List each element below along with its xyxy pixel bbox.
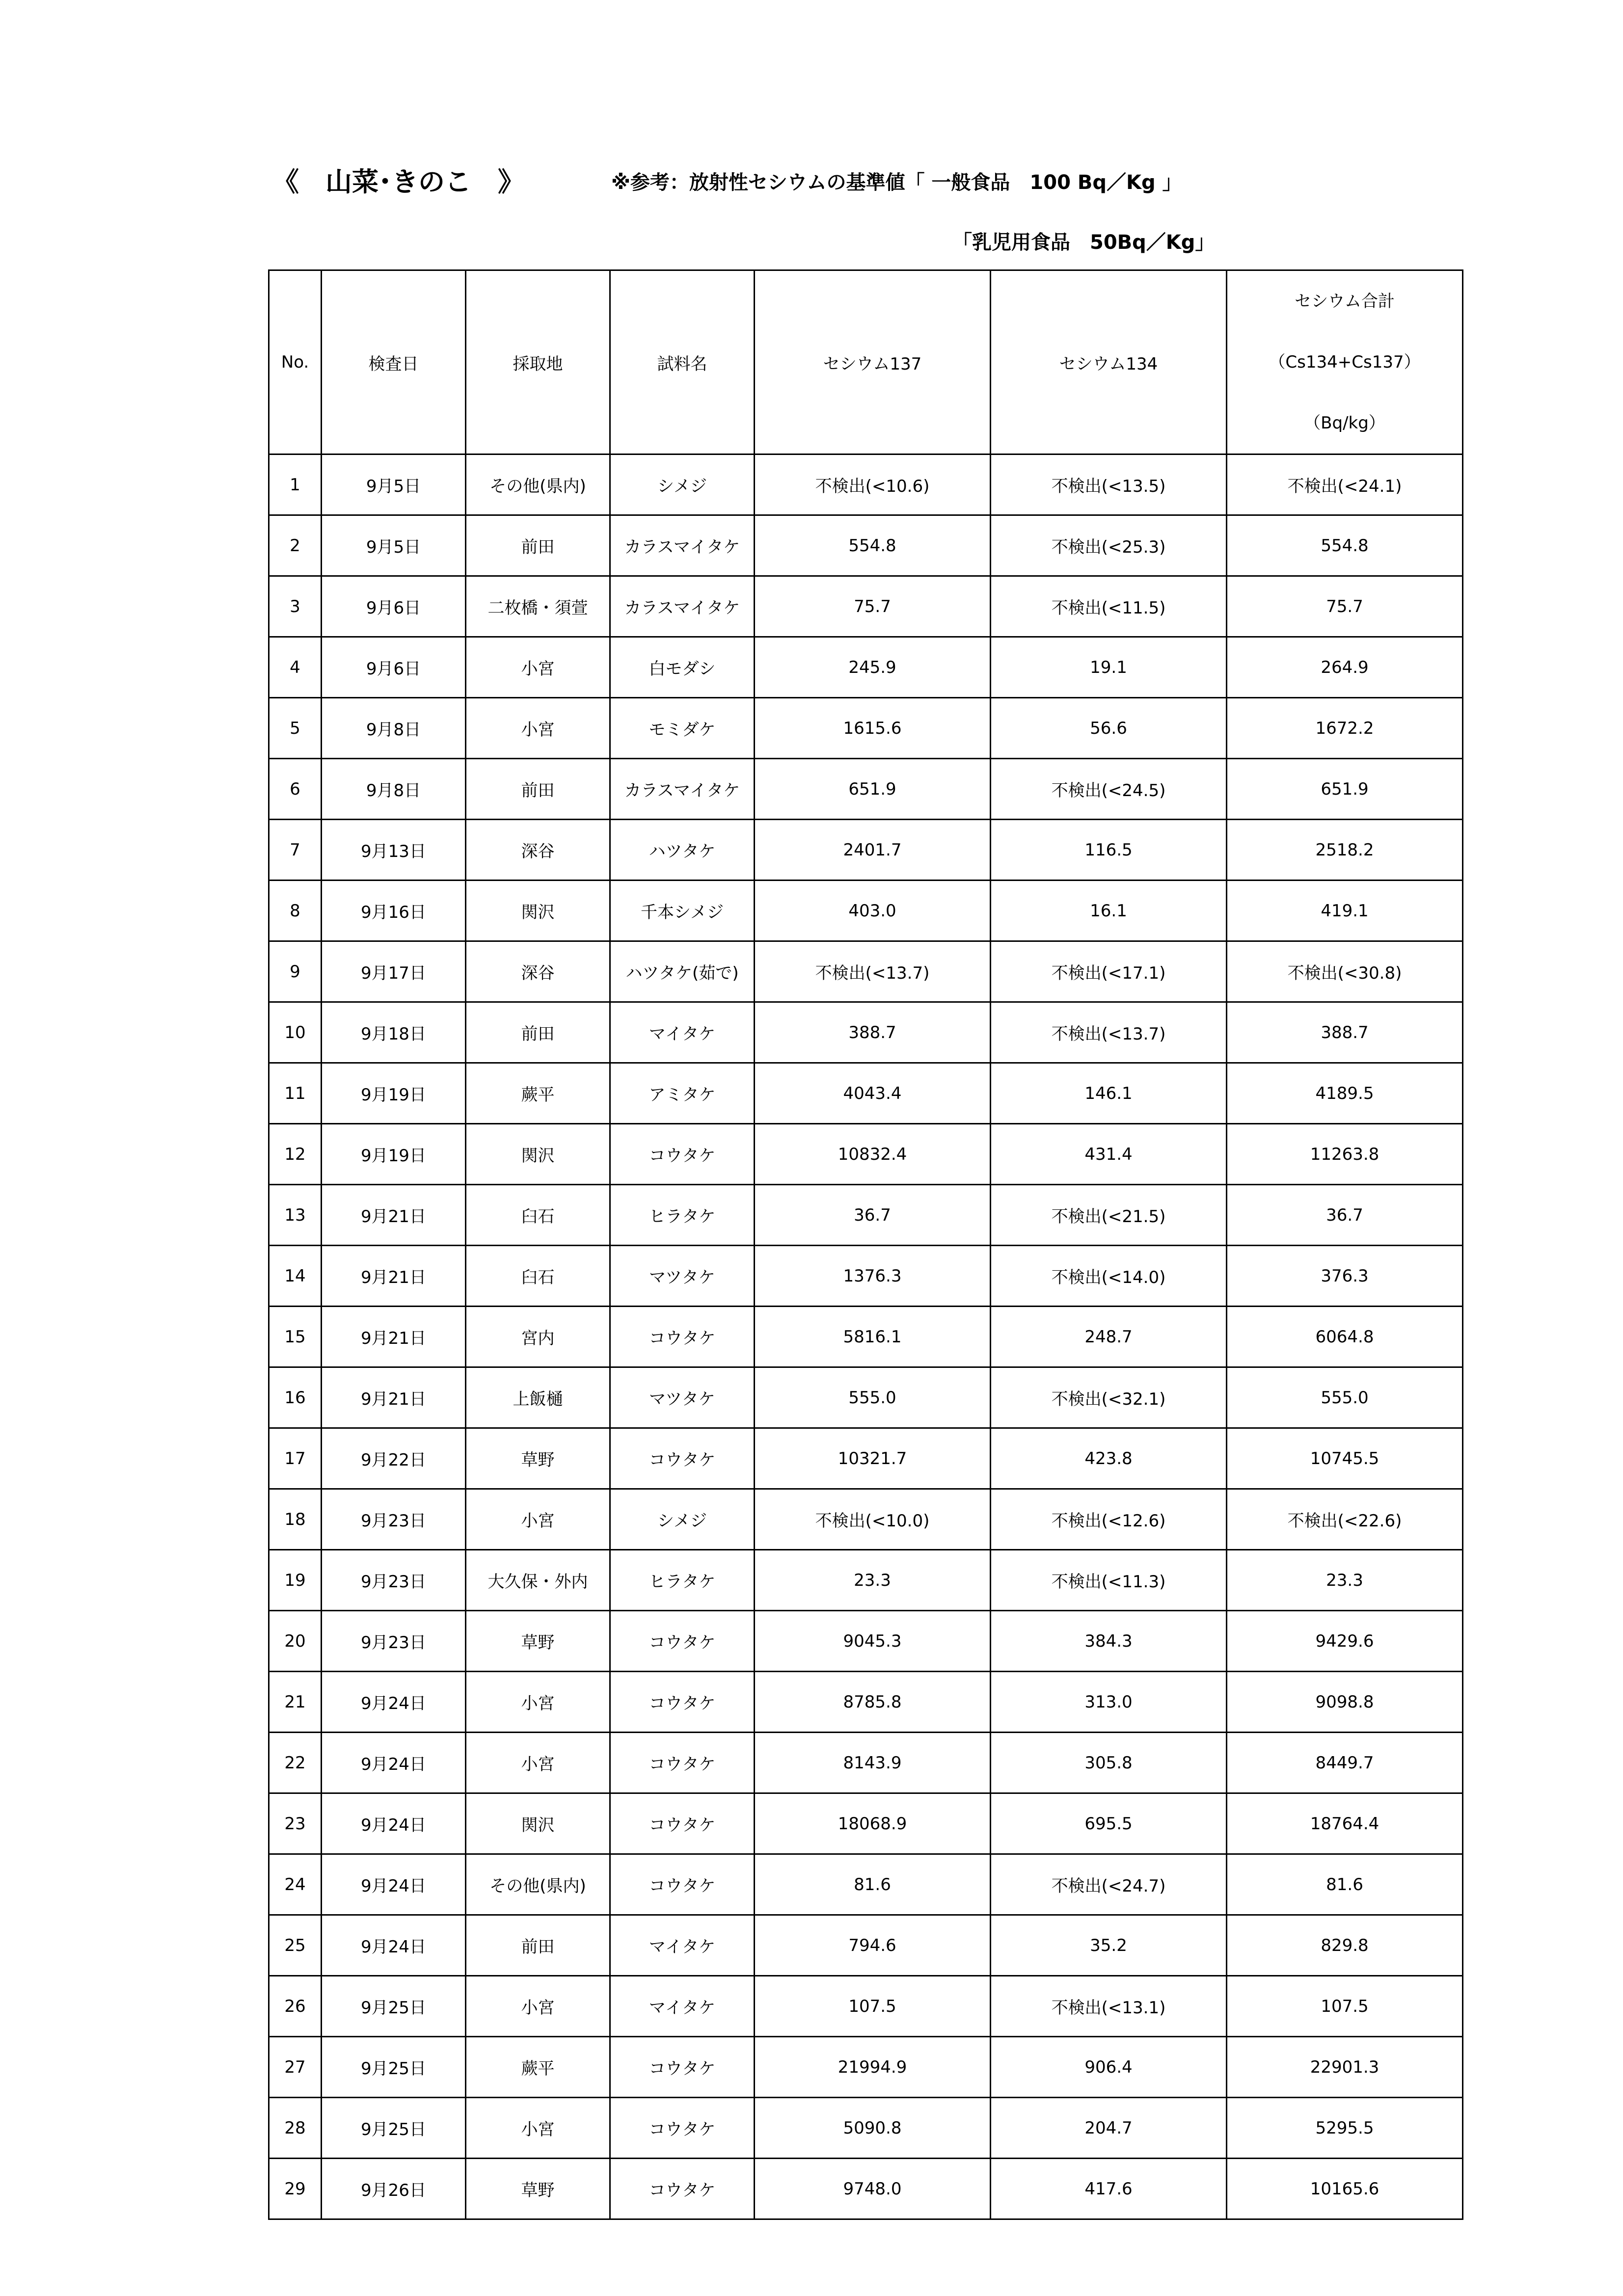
cell-cs134: 204.7 bbox=[991, 2098, 1227, 2159]
cell-cs134: 不検出(<13.1) bbox=[991, 1976, 1227, 2037]
table-row bbox=[269, 1124, 1463, 1185]
cell-date: 9月17日 bbox=[322, 941, 466, 1002]
cell-date: 9月23日 bbox=[322, 1550, 466, 1611]
cell-total: 不検出(<30.8) bbox=[1227, 941, 1463, 1002]
cell-total: 10745.5 bbox=[1227, 1428, 1463, 1489]
table-row bbox=[269, 2159, 1463, 2219]
cell-sample: ヒラタケ bbox=[610, 1550, 755, 1611]
cell-date: 9月19日 bbox=[322, 1063, 466, 1124]
cell-cs134: 不検出(<13.5) bbox=[991, 454, 1227, 515]
cell-cs137: 不検出(<10.0) bbox=[755, 1489, 991, 1550]
cell-cs137: 651.9 bbox=[755, 759, 991, 820]
cell-date: 9月24日 bbox=[322, 1854, 466, 1915]
cell-cs137: 8143.9 bbox=[755, 1733, 991, 1793]
cell-date: 9月13日 bbox=[322, 820, 466, 881]
cell-cs134: 146.1 bbox=[991, 1063, 1227, 1124]
cell-no: 15 bbox=[269, 1307, 322, 1367]
cell-total: 9098.8 bbox=[1227, 1672, 1463, 1733]
cell-cs137: 10832.4 bbox=[755, 1124, 991, 1185]
cell-sample: アミタケ bbox=[610, 1063, 755, 1124]
cell-sample: 白モダシ bbox=[610, 637, 755, 698]
cell-sample: コウタケ bbox=[610, 1611, 755, 1672]
cell-sample: コウタケ bbox=[610, 1428, 755, 1489]
table-row bbox=[269, 1672, 1463, 1733]
cell-location: 小宮 bbox=[466, 1489, 610, 1550]
cell-location: 蕨平 bbox=[466, 2037, 610, 2098]
cell-no: 8 bbox=[269, 881, 322, 941]
cell-location: 小宮 bbox=[466, 1672, 610, 1733]
cell-date: 9月21日 bbox=[322, 1246, 466, 1307]
cesium-results-table bbox=[268, 269, 1463, 2220]
cell-no: 29 bbox=[269, 2159, 322, 2219]
cell-date: 9月5日 bbox=[322, 515, 466, 576]
cell-no: 17 bbox=[269, 1428, 322, 1489]
cell-location: 前田 bbox=[466, 759, 610, 820]
header-location: 採取地 bbox=[466, 270, 610, 454]
cell-cs134: 不検出(<13.7) bbox=[991, 1002, 1227, 1063]
table-row bbox=[269, 1185, 1463, 1246]
cell-date: 9月24日 bbox=[322, 1793, 466, 1854]
cell-date: 9月8日 bbox=[322, 759, 466, 820]
cell-cs137: 555.0 bbox=[755, 1367, 991, 1428]
cell-sample: カラスマイタケ bbox=[610, 515, 755, 576]
cell-cs134: 19.1 bbox=[991, 637, 1227, 698]
cell-sample: マイタケ bbox=[610, 1976, 755, 2037]
table-row bbox=[269, 1367, 1463, 1428]
cell-no: 27 bbox=[269, 2037, 322, 2098]
cell-date: 9月18日 bbox=[322, 1002, 466, 1063]
cell-cs137: 1615.6 bbox=[755, 698, 991, 759]
table-row bbox=[269, 454, 1463, 515]
cell-cs137: 2401.7 bbox=[755, 820, 991, 881]
table-row bbox=[269, 1550, 1463, 1611]
cell-no: 10 bbox=[269, 1002, 322, 1063]
cell-date: 9月25日 bbox=[322, 2098, 466, 2159]
cell-date: 9月24日 bbox=[322, 1915, 466, 1976]
cell-cs137: 23.3 bbox=[755, 1550, 991, 1611]
cell-total: 554.8 bbox=[1227, 515, 1463, 576]
cell-no: 9 bbox=[269, 941, 322, 1002]
cell-cs134: 384.3 bbox=[991, 1611, 1227, 1672]
cell-no: 21 bbox=[269, 1672, 322, 1733]
cell-location: その他(県内) bbox=[466, 1854, 610, 1915]
cell-cs134: 不検出(<25.3) bbox=[991, 515, 1227, 576]
cell-sample: シメジ bbox=[610, 454, 755, 515]
table-row bbox=[269, 1854, 1463, 1915]
header-total bbox=[1227, 270, 1463, 454]
header-date: 検査日 bbox=[322, 270, 466, 454]
cell-cs137: 不検出(<13.7) bbox=[755, 941, 991, 1002]
cell-cs134: 313.0 bbox=[991, 1672, 1227, 1733]
cell-sample: マツタケ bbox=[610, 1367, 755, 1428]
cell-date: 9月24日 bbox=[322, 1733, 466, 1793]
cell-cs137: 36.7 bbox=[755, 1185, 991, 1246]
cell-location: 蕨平 bbox=[466, 1063, 610, 1124]
cell-location: 小宮 bbox=[466, 1976, 610, 2037]
cell-total: 不検出(<22.6) bbox=[1227, 1489, 1463, 1550]
cell-sample: カラスマイタケ bbox=[610, 759, 755, 820]
table-row bbox=[269, 820, 1463, 881]
cell-cs137: 不検出(<10.6) bbox=[755, 454, 991, 515]
cell-total: 9429.6 bbox=[1227, 1611, 1463, 1672]
cell-cs134: 不検出(<24.7) bbox=[991, 1854, 1227, 1915]
cell-cs137: 794.6 bbox=[755, 1915, 991, 1976]
cell-cs137: 1376.3 bbox=[755, 1246, 991, 1307]
cell-sample: ハツタケ bbox=[610, 820, 755, 881]
table-row bbox=[269, 1733, 1463, 1793]
cell-no: 18 bbox=[269, 1489, 322, 1550]
header-cs134: セシウム134 bbox=[991, 270, 1227, 454]
cell-cs134: 不検出(<24.5) bbox=[991, 759, 1227, 820]
reference-standard-infant: 「乳児用食品 50Bq／Kg」 bbox=[952, 231, 1215, 254]
table-row bbox=[269, 637, 1463, 698]
cell-sample: コウタケ bbox=[610, 1793, 755, 1854]
header-total-formula: （Cs134+Cs137） bbox=[1269, 352, 1421, 372]
cell-cs134: 906.4 bbox=[991, 2037, 1227, 2098]
cell-total: 不検出(<24.1) bbox=[1227, 454, 1463, 515]
cell-cs134: 不検出(<14.0) bbox=[991, 1246, 1227, 1307]
cell-sample: コウタケ bbox=[610, 1854, 755, 1915]
table-row bbox=[269, 515, 1463, 576]
cell-total: 10165.6 bbox=[1227, 2159, 1463, 2219]
cell-total: 22901.3 bbox=[1227, 2037, 1463, 2098]
cell-total: 36.7 bbox=[1227, 1185, 1463, 1246]
cell-total: 264.9 bbox=[1227, 637, 1463, 698]
cell-cs137: 388.7 bbox=[755, 1002, 991, 1063]
table-row bbox=[269, 1976, 1463, 2037]
cell-sample: シメジ bbox=[610, 1489, 755, 1550]
cell-sample: コウタケ bbox=[610, 1733, 755, 1793]
cell-location: 関沢 bbox=[466, 1793, 610, 1854]
cell-cs134: 不検出(<21.5) bbox=[991, 1185, 1227, 1246]
cell-total: 81.6 bbox=[1227, 1854, 1463, 1915]
cell-total: 651.9 bbox=[1227, 759, 1463, 820]
cell-location: 小宮 bbox=[466, 1733, 610, 1793]
cell-sample: マツタケ bbox=[610, 1246, 755, 1307]
cell-location: 前田 bbox=[466, 1915, 610, 1976]
cell-cs137: 9045.3 bbox=[755, 1611, 991, 1672]
cell-cs134: 16.1 bbox=[991, 881, 1227, 941]
cell-total: 75.7 bbox=[1227, 576, 1463, 637]
cell-cs137: 18068.9 bbox=[755, 1793, 991, 1854]
cell-location: 宮内 bbox=[466, 1307, 610, 1367]
cell-cs134: 417.6 bbox=[991, 2159, 1227, 2219]
cell-no: 22 bbox=[269, 1733, 322, 1793]
cell-total: 11263.8 bbox=[1227, 1124, 1463, 1185]
header-sample: 試料名 bbox=[610, 270, 755, 454]
cell-sample: コウタケ bbox=[610, 2159, 755, 2219]
cell-cs134: 不検出(<32.1) bbox=[991, 1367, 1227, 1428]
table-row bbox=[269, 1489, 1463, 1550]
cell-date: 9月5日 bbox=[322, 454, 466, 515]
table-row bbox=[269, 1428, 1463, 1489]
cell-cs134: 不検出(<12.6) bbox=[991, 1489, 1227, 1550]
cell-location: 草野 bbox=[466, 2159, 610, 2219]
cell-cs134: 不検出(<17.1) bbox=[991, 941, 1227, 1002]
table-row bbox=[269, 2098, 1463, 2159]
cell-no: 4 bbox=[269, 637, 322, 698]
cell-no: 20 bbox=[269, 1611, 322, 1672]
cell-cs137: 5090.8 bbox=[755, 2098, 991, 2159]
table-row bbox=[269, 941, 1463, 1002]
table-row bbox=[269, 1063, 1463, 1124]
cell-date: 9月16日 bbox=[322, 881, 466, 941]
cell-no: 19 bbox=[269, 1550, 322, 1611]
cell-total: 419.1 bbox=[1227, 881, 1463, 941]
cell-no: 28 bbox=[269, 2098, 322, 2159]
cell-no: 23 bbox=[269, 1793, 322, 1854]
cell-location: 前田 bbox=[466, 515, 610, 576]
cell-no: 25 bbox=[269, 1915, 322, 1976]
header-no: No. bbox=[269, 270, 322, 454]
cell-cs137: 21994.9 bbox=[755, 2037, 991, 2098]
cell-total: 388.7 bbox=[1227, 1002, 1463, 1063]
cell-location: 深谷 bbox=[466, 820, 610, 881]
cell-cs134: 305.8 bbox=[991, 1733, 1227, 1793]
table-header-row bbox=[269, 270, 1463, 454]
cell-no: 6 bbox=[269, 759, 322, 820]
cell-sample: コウタケ bbox=[610, 1124, 755, 1185]
header-total-unit: （Bq/kg） bbox=[1304, 413, 1385, 433]
table-row bbox=[269, 1915, 1463, 1976]
cell-date: 9月8日 bbox=[322, 698, 466, 759]
cell-date: 9月6日 bbox=[322, 576, 466, 637]
cell-sample: モミダケ bbox=[610, 698, 755, 759]
cell-date: 9月23日 bbox=[322, 1489, 466, 1550]
cell-sample: コウタケ bbox=[610, 2037, 755, 2098]
cell-no: 7 bbox=[269, 820, 322, 881]
table-row bbox=[269, 1002, 1463, 1063]
cell-cs137: 5816.1 bbox=[755, 1307, 991, 1367]
cell-date: 9月21日 bbox=[322, 1307, 466, 1367]
cell-total: 107.5 bbox=[1227, 1976, 1463, 2037]
cell-sample: マイタケ bbox=[610, 1915, 755, 1976]
cell-sample: マイタケ bbox=[610, 1002, 755, 1063]
cell-no: 3 bbox=[269, 576, 322, 637]
table-row bbox=[269, 1793, 1463, 1854]
cell-date: 9月21日 bbox=[322, 1185, 466, 1246]
cell-location: 臼石 bbox=[466, 1246, 610, 1307]
cell-sample: 千本シメジ bbox=[610, 881, 755, 941]
cell-cs137: 8785.8 bbox=[755, 1672, 991, 1733]
cell-no: 14 bbox=[269, 1246, 322, 1307]
cell-total: 23.3 bbox=[1227, 1550, 1463, 1611]
cell-location: 小宮 bbox=[466, 2098, 610, 2159]
cell-cs137: 554.8 bbox=[755, 515, 991, 576]
cell-cs134: 423.8 bbox=[991, 1428, 1227, 1489]
cell-cs137: 75.7 bbox=[755, 576, 991, 637]
cell-no: 11 bbox=[269, 1063, 322, 1124]
cell-cs134: 431.4 bbox=[991, 1124, 1227, 1185]
cell-date: 9月19日 bbox=[322, 1124, 466, 1185]
cell-sample: ヒラタケ bbox=[610, 1185, 755, 1246]
cell-date: 9月21日 bbox=[322, 1367, 466, 1428]
cell-location: 大久保・外内 bbox=[466, 1550, 610, 1611]
cell-total: 1672.2 bbox=[1227, 698, 1463, 759]
table-row bbox=[269, 881, 1463, 941]
cell-total: 2518.2 bbox=[1227, 820, 1463, 881]
cell-location: 草野 bbox=[466, 1611, 610, 1672]
page-title: 《 山菜･きのこ 》 bbox=[272, 166, 524, 197]
cell-cs137: 245.9 bbox=[755, 637, 991, 698]
table-row bbox=[269, 1246, 1463, 1307]
cell-cs137: 81.6 bbox=[755, 1854, 991, 1915]
cell-sample: コウタケ bbox=[610, 1672, 755, 1733]
cell-date: 9月26日 bbox=[322, 2159, 466, 2219]
cell-no: 26 bbox=[269, 1976, 322, 2037]
cell-location: 小宮 bbox=[466, 698, 610, 759]
cell-date: 9月25日 bbox=[322, 2037, 466, 2098]
cell-date: 9月25日 bbox=[322, 1976, 466, 2037]
cell-sample: ハツタケ(茹で) bbox=[610, 941, 755, 1002]
cell-cs137: 403.0 bbox=[755, 881, 991, 941]
table-row bbox=[269, 759, 1463, 820]
cell-location: 二枚橋・須萱 bbox=[466, 576, 610, 637]
cell-total: 376.3 bbox=[1227, 1246, 1463, 1307]
cell-total: 8449.7 bbox=[1227, 1733, 1463, 1793]
cell-date: 9月23日 bbox=[322, 1611, 466, 1672]
cell-cs137: 4043.4 bbox=[755, 1063, 991, 1124]
cell-cs137: 107.5 bbox=[755, 1976, 991, 2037]
cell-sample: カラスマイタケ bbox=[610, 576, 755, 637]
cell-location: 関沢 bbox=[466, 881, 610, 941]
reference-standard-general: ※参考：放射性セシウムの基準値「 一般食品 100 Bq／Kg 」 bbox=[611, 171, 1182, 194]
cell-sample: コウタケ bbox=[610, 1307, 755, 1367]
table-row bbox=[269, 2037, 1463, 2098]
cell-total: 555.0 bbox=[1227, 1367, 1463, 1428]
cell-location: その他(県内) bbox=[466, 454, 610, 515]
cell-cs134: 35.2 bbox=[991, 1915, 1227, 1976]
cell-total: 4189.5 bbox=[1227, 1063, 1463, 1124]
cell-no: 1 bbox=[269, 454, 322, 515]
table-body bbox=[269, 454, 1463, 2219]
cell-total: 6064.8 bbox=[1227, 1307, 1463, 1367]
cell-cs134: 695.5 bbox=[991, 1793, 1227, 1854]
cell-location: 関沢 bbox=[466, 1124, 610, 1185]
cell-total: 829.8 bbox=[1227, 1915, 1463, 1976]
cell-no: 12 bbox=[269, 1124, 322, 1185]
cell-no: 24 bbox=[269, 1854, 322, 1915]
cell-location: 臼石 bbox=[466, 1185, 610, 1246]
table-row bbox=[269, 698, 1463, 759]
header-cs137: セシウム137 bbox=[755, 270, 991, 454]
cell-sample: コウタケ bbox=[610, 2098, 755, 2159]
cell-cs137: 10321.7 bbox=[755, 1428, 991, 1489]
cell-total: 5295.5 bbox=[1227, 2098, 1463, 2159]
cell-cs134: 56.6 bbox=[991, 698, 1227, 759]
cell-date: 9月22日 bbox=[322, 1428, 466, 1489]
cell-cs134: 248.7 bbox=[991, 1307, 1227, 1367]
cell-total: 18764.4 bbox=[1227, 1793, 1463, 1854]
cell-date: 9月6日 bbox=[322, 637, 466, 698]
cell-cs134: 不検出(<11.5) bbox=[991, 576, 1227, 637]
cell-no: 5 bbox=[269, 698, 322, 759]
cell-date: 9月24日 bbox=[322, 1672, 466, 1733]
cell-location: 草野 bbox=[466, 1428, 610, 1489]
cell-cs134: 116.5 bbox=[991, 820, 1227, 881]
cell-location: 深谷 bbox=[466, 941, 610, 1002]
cell-no: 13 bbox=[269, 1185, 322, 1246]
table-row bbox=[269, 576, 1463, 637]
table-row bbox=[269, 1611, 1463, 1672]
cell-cs137: 9748.0 bbox=[755, 2159, 991, 2219]
table-row bbox=[269, 1307, 1463, 1367]
cell-location: 上飯樋 bbox=[466, 1367, 610, 1428]
cell-no: 16 bbox=[269, 1367, 322, 1428]
cell-location: 小宮 bbox=[466, 637, 610, 698]
cell-location: 前田 bbox=[466, 1002, 610, 1063]
cell-cs134: 不検出(<11.3) bbox=[991, 1550, 1227, 1611]
cell-no: 2 bbox=[269, 515, 322, 576]
header-total-label: セシウム合計 bbox=[1295, 292, 1395, 311]
